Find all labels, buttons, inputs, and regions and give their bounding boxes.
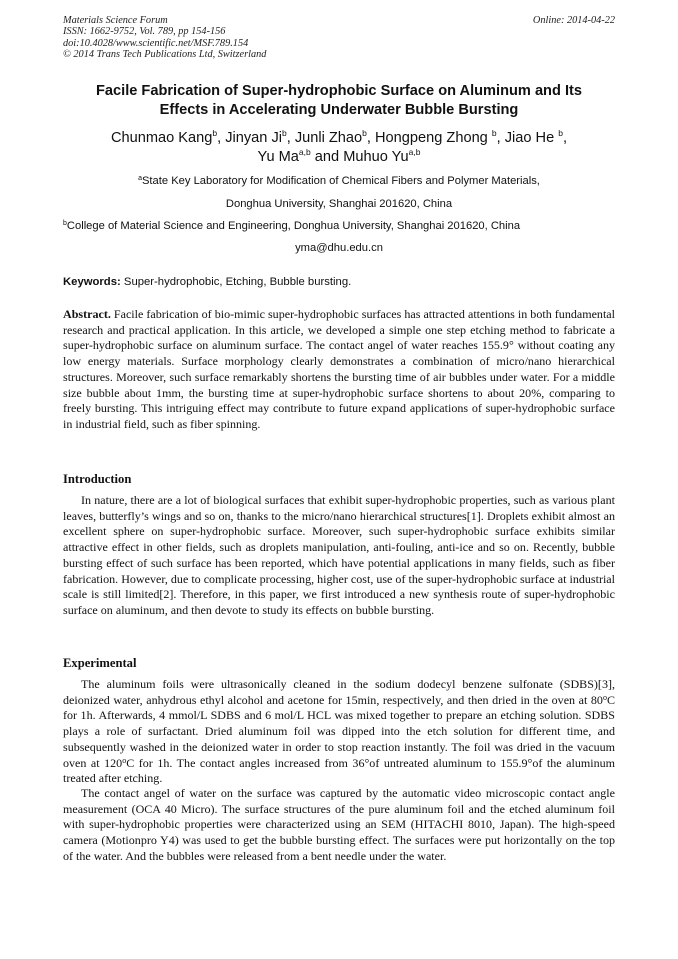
author-affil-mark: b: [558, 128, 563, 138]
keywords: [63, 276, 351, 288]
paragraph-text: C for 1h. Afterwards, 4 mmol/L SDBS and 6 mol/L HCL was mixed together to prepare an etching solution. SDBS plays a role of surfactant. Dried aluminum foil was dipped into the etch solution for different time, and subsequently washed in the deionized water in order to stop reaction instantly. The foil was dried in the vacuum oven at 120: [63, 692, 615, 770]
abstract-label: Abstract.: [63, 307, 111, 321]
author-name: Hongpeng Zhong: [375, 130, 492, 146]
affiliation-b: [63, 219, 623, 233]
title-line-1: Facile Fabrication of Super-hydrophobic Surface on Aluminum and Its: [96, 83, 582, 99]
keywords-label: Keywords:: [63, 276, 121, 288]
author-separator: ,: [496, 130, 505, 146]
online-date: Online: 2014-04-22: [532, 15, 615, 26]
author-separator: ,: [562, 130, 568, 146]
author-name: Jinyan Ji: [225, 130, 282, 146]
issn-line: ISSN: 1662-9752, Vol. 789, pp 154-156: [63, 26, 226, 38]
affiliation-a-line-2: Donghua University, Shanghai 201620, China: [225, 198, 453, 210]
author-affil-mark: a,b: [408, 147, 421, 157]
affiliation-mark: a: [138, 175, 142, 182]
degree-mark: o: [602, 692, 607, 702]
author-separator: and: [310, 149, 344, 165]
author-affil-mark: b: [491, 128, 497, 138]
author-name: Jiao He: [504, 130, 559, 146]
author-affil-mark: b: [281, 128, 287, 138]
experimental-paragraph-1: [63, 677, 615, 787]
author-affil-mark: b: [212, 128, 218, 138]
author-list: [50, 129, 628, 167]
paper-title: [40, 82, 638, 119]
abstract: [63, 307, 615, 433]
author-affil-mark: b: [362, 128, 367, 138]
keywords-text: Super-hydrophobic, Etching, Bubble bursting.: [120, 276, 352, 288]
author-name: Yu Ma: [257, 149, 299, 165]
experimental-paragraph-2: The contact angel of water on the surface was captured by the automatic video microscopic contact angle measurement (OCA 40 Micro). The surface structures of the pure aluminum foil and the etched aluminum foil with super-hydrophobic properties were characterized using an SEM (HITACHI 8010, Japan). The high-speed camera (Motionpro Y4) was used to get the bubble bursting effect. The surfaces were put horizontally on the top of the water. And the bubbles were released from a bent needle under the water.: [63, 786, 615, 863]
abstract-text: Facile fabrication of bio-mimic super-hydrophobic surfaces has attracted attentions in both fundamental research and practical application. In this article, we developed a simple one step etching method to fabricate a super-hydrophobic surface on aluminum surface. The contact angel of water reaches 155.9° without coating any low energy materials. Surface morphology clearly demonstrates a combination of micro/nano hierarchical structures. Moreover, such surface remarkably shortens the bursting time of air bubbles under water. For a middle size bubble about 1mm, the bursting time at super-hydrophobic surface shortens to about 20%, comparing to freely bursting. This intriguing effect may contribute to future expand applications of super-hydrophobic surface in industrial field, such as fiber spinning.: [63, 307, 615, 431]
paragraph-text: The aluminum foils were ultrasonically cleaned in the sodium dodecyl benzene sulfonate (SDBS)[3], deionized water, anhydrous ethyl alcohol and acetone for 15min, respectively, and then dried in the oven at 80: [63, 677, 615, 707]
publication-info: [63, 15, 266, 61]
author-separator: ,: [286, 130, 295, 146]
affiliation-text: College of Material Science and Engineering, Donghua University, Shanghai 201620, China: [66, 220, 521, 232]
paragraph-text: C for 1h. The contact angles increased from 36°of untreated aluminum to 155.9°of the aluminum treated after etching.: [63, 755, 615, 786]
copyright-line: © 2014 Trans Tech Publications Ltd, Switzerland: [63, 49, 267, 61]
author-name: Muhuo Yu: [343, 149, 409, 165]
section-heading-introduction: Introduction: [63, 472, 132, 486]
author-affil-mark: a,b: [298, 147, 311, 157]
author-separator: ,: [366, 130, 376, 146]
author-email: yma@dhu.edu.cn: [295, 242, 383, 254]
author-name: Chunmao Kang: [110, 130, 213, 146]
title-line-2: Effects in Accelerating Underwater Bubble Bursting: [159, 101, 519, 118]
affiliation-mark: b: [63, 220, 67, 227]
doi-line: doi:10.4028/www.scientific.net/MSF.789.154: [63, 37, 249, 49]
author-name: Junli Zhao: [294, 130, 363, 146]
degree-mark: o: [122, 755, 127, 765]
author-separator: ,: [217, 130, 226, 146]
introduction-paragraph: In nature, there are a lot of biological surfaces that exhibit super-hydrophobic properties, such as various plant leaves, butterfly’s wings and so on, thanks to the micro/nano hierarchical structures[1]. Droplets exhibit almost an excellent sphere on super-hydrophobic surface. Moreover, such super-hydrophobic surface exhibits similar attractive effect in other fields, such as droplets manipulation, anti-fouling, anti-ice and so on. Recently, bubble bursting effect of such surface has been reported, which have potential applications in many fields, such as fiber fabrication. However, due to complicate processing, higher cost, use of the super-hydrophobic surface at industrial scale is still limited[2]. Therefore, in this paper, we first introduced a new synthesis route of super-hydrophobic surface on aluminum, and then devote to study its effects on bubble bursting.: [63, 493, 615, 617]
section-heading-experimental: Experimental: [63, 656, 137, 670]
journal-name: Materials Science Forum: [63, 15, 168, 26]
affiliation-text: State Key Laboratory for Modification of Chemical Fibers and Polymer Materials,: [141, 175, 540, 187]
affiliation-a-line-1: [40, 174, 638, 188]
